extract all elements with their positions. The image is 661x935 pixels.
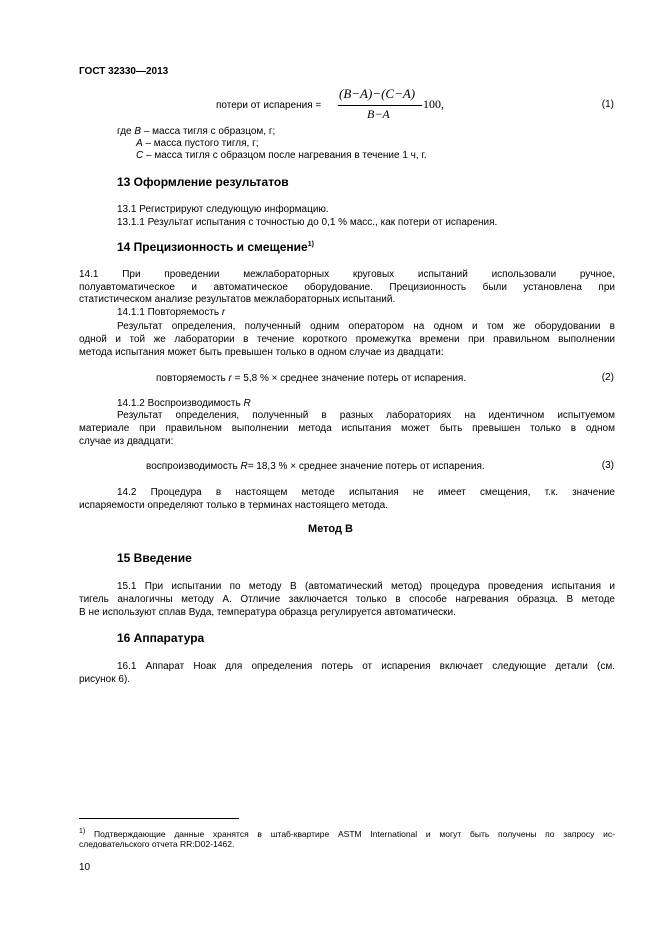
- section-13-1-1: 13.1.1 Результат испытания с точностью до 0,1 % масс., как потери от испарения.: [117, 217, 498, 228]
- section-16-line-1: 16.1 Аппарат Ноак для определения потерь от испарения включает следующие детали (см.: [117, 661, 615, 672]
- formula-3-number: (3): [601, 460, 614, 471]
- section-14-1-line-1: 14.1 При проведении межлабораторных круговых испытаний использовали ручное,: [79, 269, 615, 280]
- formula-1-numerator: (B−A)−(C−A): [339, 86, 416, 101]
- repeatability-line-2: одной и той же лаборатории в течение короткого промежутка времени при правильном выполнении: [79, 334, 615, 345]
- section-16-line-2: рисунок 6).: [79, 674, 131, 685]
- legend-item-a: A – масса пустого тигля, г;: [136, 138, 259, 149]
- footnote-line-2: следовательского отчета RR:D02-1462.: [79, 839, 235, 849]
- footnote-ref: 1): [307, 241, 314, 248]
- section-14-2-line-2: испаряемости определяют только в терминах настоящего метода.: [79, 500, 388, 511]
- section-15-line-1: 15.1 При испытании по методу В (автоматический метод) процедура проведения испытания и: [117, 581, 615, 592]
- document-header: ГОСТ 32330—2013: [79, 66, 169, 77]
- legend-item-b: где B – масса тигля с образцом, г;: [117, 126, 276, 137]
- section-14-1-line-3: статистическом анализе результатов межлабораторных испытаний.: [79, 294, 396, 305]
- formula-3: воспроизводимость R= 18,3 % × среднее значение потерь от испарения.: [146, 461, 485, 472]
- section-14-1-2-title: 14.1.2 Воспроизводимость R: [117, 398, 251, 409]
- reproducibility-line-3: случае из двадцати:: [79, 436, 174, 447]
- repeatability-line-3: метода испытания может быть превышен только в одном случае из двадцати:: [79, 347, 444, 358]
- section-15-heading: 15 Введение: [117, 551, 192, 565]
- formula-1-label: потери от испарения =: [216, 100, 322, 111]
- method-b-title: Метод В: [308, 523, 353, 535]
- section-14-1-1-title: 14.1.1 Повторяемость r: [117, 307, 226, 318]
- fraction-bar: [338, 105, 422, 106]
- section-14-heading: 14 Прецизионность и смещение$^{1)}$: [117, 240, 314, 254]
- footnote-line-1: $^{1)}$ Подтверждающие данные хранятся в штаб-квартире ASTM International и могут быть получены по запросу ис-: [79, 828, 615, 839]
- page-number: 10: [79, 862, 91, 873]
- legend-item-c: C – масса тигля с образцом после нагревания в течение 1 ч, г.: [136, 150, 427, 161]
- formula-1-factor: 100,: [423, 97, 444, 111]
- repeatability-line-1: Результат определения, полученный одним оператором на одном и том же оборудовании в: [117, 321, 615, 332]
- formula-2-number: (2): [601, 372, 614, 383]
- section-15-line-2: тигель аналогичны методу А. Отличие заключается только в способе нагревания образца. В методе: [79, 594, 615, 605]
- section-14-2-line-1: 14.2 Процедура в настоящем методе испытания не имеет смещения, т.к. значение: [117, 487, 615, 498]
- footnote-separator: [79, 818, 239, 819]
- reproducibility-line-2: материале при правильном выполнении метода испытания может быть превышен только в одном: [79, 423, 615, 434]
- section-16-heading: 16 Аппаратура: [117, 631, 205, 645]
- formula-2: повторяемость r = 5,8 % × среднее значение потерь от испарения.: [156, 373, 467, 384]
- section-14-1-line-2: полуавтоматическое и автоматическое оборудование. Прецизионность были установлена при: [79, 282, 615, 293]
- reproducibility-line-1: Результат определения, полученный в разных лабораториях на идентичном испытуемом: [117, 410, 615, 421]
- formula-1-denominator: B−A: [367, 107, 390, 121]
- section-13-heading: 13 Оформление результатов: [117, 175, 289, 189]
- section-15-line-3: В не используют сплав Вуда, температура образца регулируется автоматически.: [79, 607, 456, 618]
- formula-1-number: (1): [601, 99, 614, 110]
- section-13-1: 13.1 Регистрируют следующую информацию.: [117, 204, 329, 215]
